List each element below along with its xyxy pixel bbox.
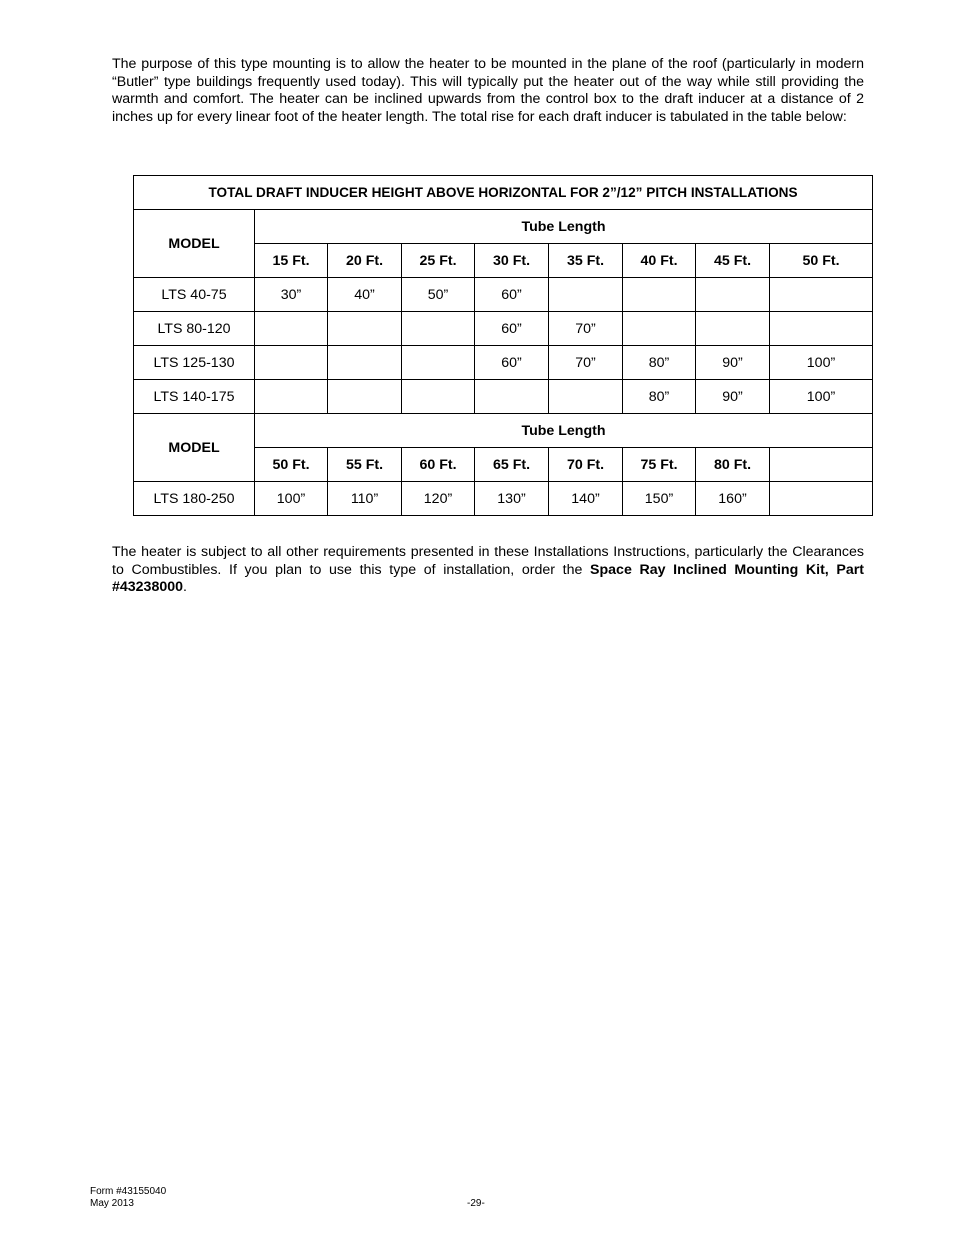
height-cell (623, 312, 696, 346)
height-cell (549, 380, 623, 414)
height-cell (328, 312, 402, 346)
tube-length-cell: 50 Ft. (255, 448, 328, 482)
form-date: May 2013 (90, 1198, 134, 1209)
height-cell: 100” (255, 482, 328, 516)
tube-length-cell: 30 Ft. (475, 244, 549, 278)
height-cell: 130” (475, 482, 549, 516)
tube-length-cell: 25 Ft. (402, 244, 475, 278)
height-cell: 160” (696, 482, 770, 516)
page-number: -29- (467, 1198, 485, 1209)
height-cell: 150” (623, 482, 696, 516)
tube-length-cell: 15 Ft. (255, 244, 328, 278)
model-cell: LTS 125-130 (134, 346, 255, 380)
footer-form-info (90, 1186, 166, 1210)
height-cell (696, 312, 770, 346)
form-number: Form #43155040 (90, 1186, 167, 1197)
tube-length-cell: 75 Ft. (623, 448, 696, 482)
table-row (134, 482, 873, 516)
model-header: MODEL (134, 210, 255, 278)
height-cell (770, 482, 873, 516)
tube-length-header: Tube Length (255, 414, 873, 448)
model-cell: LTS 140-175 (134, 380, 255, 414)
height-cell (475, 380, 549, 414)
height-cell (696, 278, 770, 312)
height-cell: 60” (475, 278, 549, 312)
tube-length-cell: 20 Ft. (328, 244, 402, 278)
tube-length-cell: 60 Ft. (402, 448, 475, 482)
height-cell (402, 312, 475, 346)
tube-length-cell: 40 Ft. (623, 244, 696, 278)
height-cell (402, 380, 475, 414)
height-cell (549, 278, 623, 312)
table-row (134, 346, 873, 380)
height-cell: 70” (549, 346, 623, 380)
model-cell: LTS 80-120 (134, 312, 255, 346)
table-row (134, 278, 873, 312)
height-cell: 100” (770, 346, 873, 380)
model-header: MODEL (134, 414, 255, 482)
model-cell: LTS 40-75 (134, 278, 255, 312)
tube-length-cell (770, 448, 873, 482)
height-cell (255, 380, 328, 414)
height-cell (623, 278, 696, 312)
height-cell: 30” (255, 278, 328, 312)
height-cell (402, 346, 475, 380)
tube-length-cell: 80 Ft. (696, 448, 770, 482)
intro-paragraph: The purpose of this type mounting is to allow the heater to be mounted in the plane of the roof (particularly in modern “Butler” type buildings frequently used today). This will typically put the heater out of the way while still providing the warmth and comfort. The heater can be inclined upwards from the control box to the draft inducer at a distance of 2 inches up for every linear foot of the heater length. The total rise for each draft inducer is tabulated in the table below: (112, 56, 864, 125)
height-cell (770, 312, 873, 346)
height-cell (770, 278, 873, 312)
height-cell: 70” (549, 312, 623, 346)
requirements-text: The heater is subject to all other requirements presented in these Installations Instructions, particularly the Clearances to Combustibles. If you plan to use this type of installation, order the (112, 544, 864, 578)
tube-length-cell: 35 Ft. (549, 244, 623, 278)
model-cell: LTS 180-250 (134, 482, 255, 516)
requirements-end: . (183, 579, 187, 596)
table-title-row (134, 176, 873, 210)
tube-length-cell: 70 Ft. (549, 448, 623, 482)
draft-inducer-height-table (133, 175, 873, 516)
height-cell: 100” (770, 380, 873, 414)
tube-length-cell: 55 Ft. (328, 448, 402, 482)
table-header-row (134, 210, 873, 244)
height-cell: 90” (696, 346, 770, 380)
height-cell: 50” (402, 278, 475, 312)
height-cell (255, 346, 328, 380)
table-row (134, 380, 873, 414)
height-cell: 80” (623, 380, 696, 414)
requirements-paragraph (112, 544, 864, 597)
height-cell (255, 312, 328, 346)
height-cell: 60” (475, 346, 549, 380)
height-cell (328, 346, 402, 380)
mounting-kit-name: Space Ray Inclined Mounting Kit, Part #43238000 (112, 561, 864, 596)
height-cell: 60” (475, 312, 549, 346)
height-cell: 80” (623, 346, 696, 380)
height-cell: 140” (549, 482, 623, 516)
table-row (134, 312, 873, 346)
tube-length-cell: 45 Ft. (696, 244, 770, 278)
tube-length-cell: 50 Ft. (770, 244, 873, 278)
height-cell: 90” (696, 380, 770, 414)
height-cell: 120” (402, 482, 475, 516)
height-cell: 110” (328, 482, 402, 516)
tube-length-cell: 65 Ft. (475, 448, 549, 482)
height-cell: 40” (328, 278, 402, 312)
table-header-row (134, 414, 873, 448)
height-cell (328, 380, 402, 414)
tube-length-header: Tube Length (255, 210, 873, 244)
table-title: TOTAL DRAFT INDUCER HEIGHT ABOVE HORIZONTAL FOR 2”/12” PITCH INSTALLATIONS (134, 176, 873, 210)
